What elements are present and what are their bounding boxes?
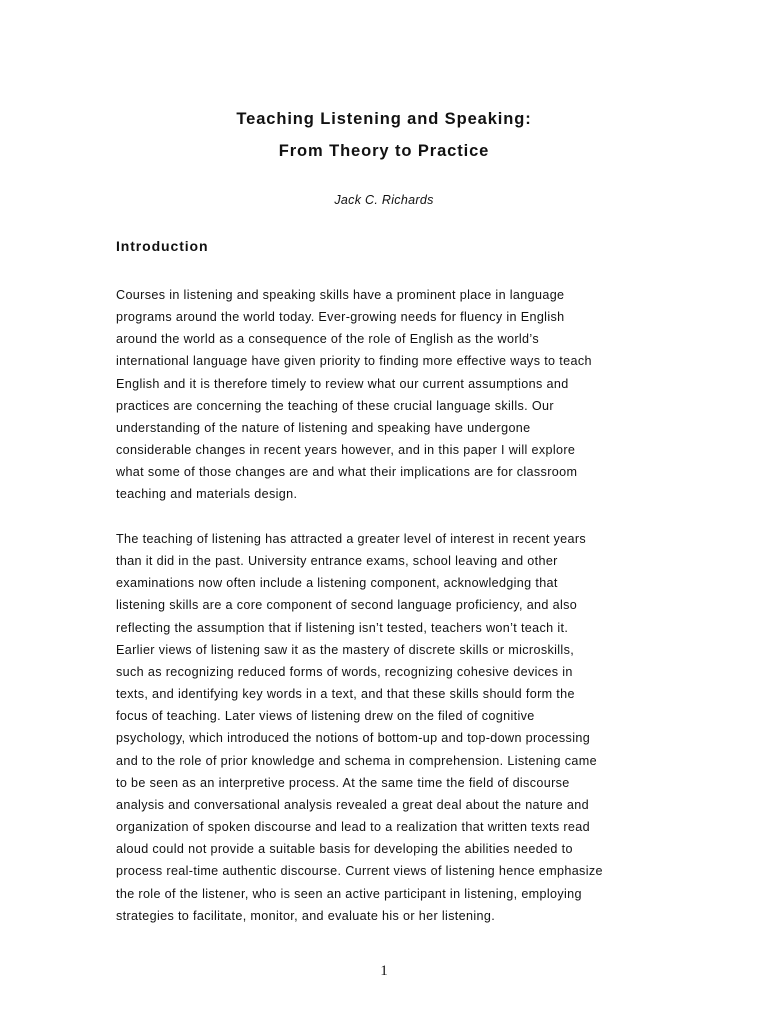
- document-title-line-1: Teaching Listening and Speaking:: [236, 110, 532, 128]
- paragraph-line: reflecting the assumption that if listening isn’t tested, teachers won’t teach it.: [116, 620, 569, 635]
- paragraph-line: organization of spoken discourse and lead to a realization that written texts read: [116, 820, 590, 835]
- paragraph-line: understanding of the nature of listening and speaking have undergone: [116, 420, 531, 435]
- paragraph-line: teaching and materials design.: [116, 487, 298, 502]
- paragraph-line: what some of those changes are and what their implications are for classroom: [116, 465, 578, 480]
- paragraph-line: strategies to facilitate, monitor, and evaluate his or her listening.: [116, 908, 496, 923]
- paragraph: [116, 284, 656, 506]
- paragraph-line: international language have given priority to finding more effective ways to teach: [116, 354, 592, 369]
- paragraph-line: psychology, which introduced the notions of bottom-up and top-down processing: [116, 731, 591, 746]
- paragraph-line: and to the role of prior knowledge and schema in comprehension. Listening came: [116, 753, 597, 768]
- paragraph-line: Courses in listening and speaking skills have a prominent place in language: [116, 288, 565, 302]
- document-title-line-2: From Theory to Practice: [278, 142, 490, 160]
- paragraph-line: such as recognizing reduced forms of words, recognizing cohesive devices in: [116, 664, 573, 679]
- paragraph-line: around the world as a consequence of the role of English as the world’s: [116, 332, 539, 347]
- paragraph: [116, 528, 656, 927]
- paragraph-line: Earlier views of listening saw it as the mastery of discrete skills or microskills,: [116, 642, 575, 657]
- paragraph-line: process real-time authentic discourse. Current views of listening hence emphasize: [116, 864, 603, 879]
- paragraph-line: focus of teaching. Later views of listening drew on the filed of cognitive: [116, 709, 535, 724]
- paragraph-line: examinations now often include a listening component, acknowledging that: [116, 576, 558, 591]
- paragraph-line: listening skills are a core component of second language proficiency, and also: [116, 598, 578, 613]
- paragraph-line: The teaching of listening has attracted a greater level of interest in recent years: [116, 532, 587, 546]
- author-name: Jack C. Richards: [334, 193, 434, 207]
- paragraph-line: aloud could not provide a suitable basis for developing the abilities needed to: [116, 842, 573, 857]
- page-number: 1: [380, 963, 388, 979]
- paragraph-line: the role of the listener, who is seen an active participant in listening, employing: [116, 886, 582, 901]
- paragraph-line: analysis and conversational analysis revealed a great deal about the nature and: [116, 797, 589, 812]
- paragraph-line: texts, and identifying key words in a text, and that these skills should form the: [116, 687, 575, 702]
- paragraph-line: practices are concerning the teaching of these crucial language skills. Our: [116, 398, 554, 413]
- paragraph-line: to be seen as an interpretive process. At the same time the field of discourse: [116, 775, 570, 790]
- section-heading: Introduction: [116, 238, 209, 254]
- paragraph-line: considerable changes in recent years however, and in this paper I will explore: [116, 443, 576, 458]
- paragraph-line: programs around the world today. Ever-growing needs for fluency in English: [116, 310, 565, 325]
- paragraph-line: than it did in the past. University entrance exams, school leaving and other: [116, 554, 558, 569]
- paragraph-line: English and it is therefore timely to review what our current assumptions and: [116, 376, 569, 391]
